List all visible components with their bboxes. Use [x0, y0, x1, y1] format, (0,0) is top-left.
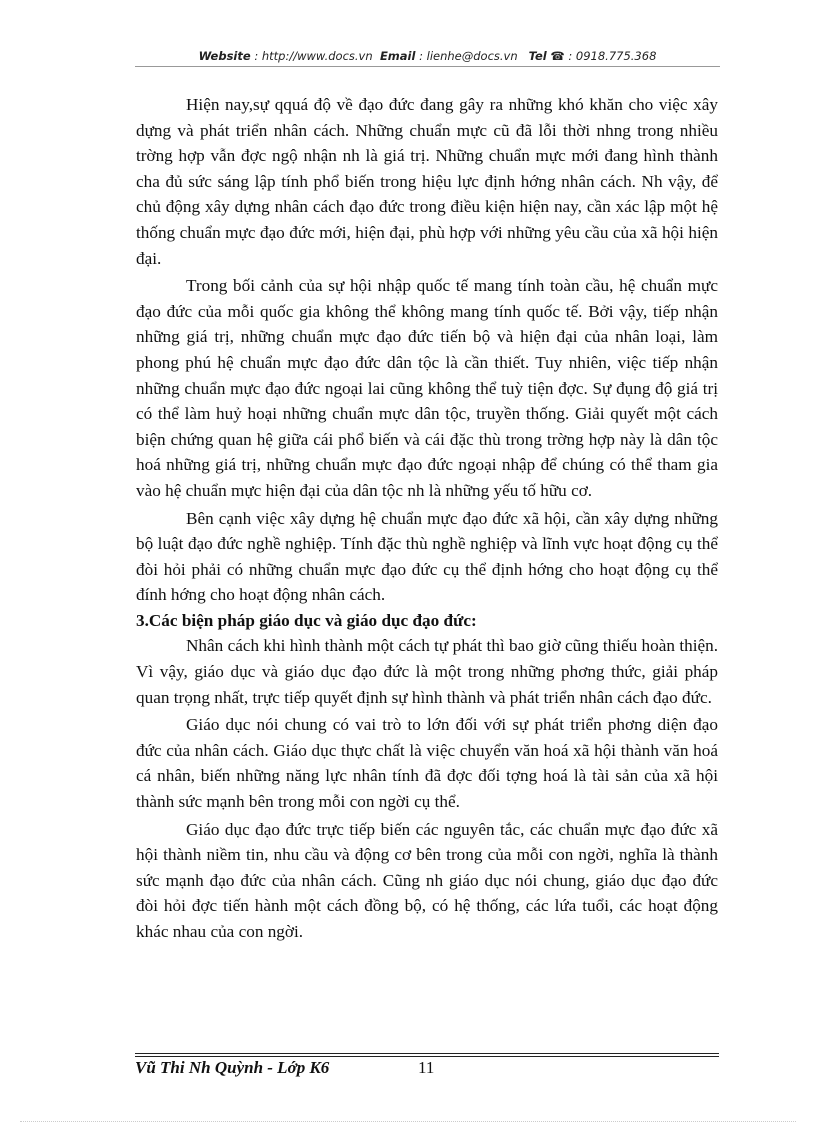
paragraph: Bên cạnh việc xây dựng hệ chuẩn mực đạo đức xã hội, cần xây dựng những bộ luật đạo đức nghề nghiệp. Tính đặc thù nghề nghiệp và lĩnh vực hoạt động cụ thể đòi hỏi phải có những chuẩn mực đạo đức cụ thể định hớng cho hoạt động cụ thể đính hớng cho hoạt động nhân cách. — [136, 508, 718, 605]
header-divider — [135, 66, 720, 67]
paragraph: Trong bối cảnh của sự hội nhập quốc tế mang tính toàn cầu, hệ chuẩn mực đạo đức của mỗi quốc gia không thể không mang tính quốc tế. Bởi vậy, tiếp nhận những giá trị, những chuẩn mực đạo đức tiến bộ và hiện đại của nhân loại, làm phong phú hệ chuẩn mực đạo đức dân tộc là cần thiết. Tuy nhiên, việc tiếp nhận những chuẩn mực đạo đức ngoại lai cũng không thể tuỳ tiện đợc. Sự đụng độ giá trị có thể làm huỷ hoại những chuẩn mực dân tộc, truyền thống. Giải quyết một cách biện chứng quan hệ giữa cái phổ biến và cái đặc thù trong trờng hợp này là dân tộc hoá những giá trị, những chuẩn mực đạo đức ngoại nhập để chúng có thể tham gia vào hệ chuẩn mực hiện đại của dân tộc nh là những yếu tố hữu cơ. — [136, 276, 718, 500]
document-body — [136, 92, 718, 945]
section-heading: 3.Các biện pháp giáo dục và giáo dục đạo đức: — [136, 610, 477, 630]
page-footer — [135, 1058, 719, 1078]
footer-divider — [135, 1053, 719, 1054]
paragraph: Nhân cách khi hình thành một cách tự phát thì bao giờ cũng thiếu hoàn thiện. Vì vậy, giáo dục và giáo dục đạo đức là một trong những phơng thức, giải pháp quan trọng nhất, trực tiếp quyết định sự hình thành và phát triển nhân cách đạo đức. — [136, 636, 718, 707]
page-header — [135, 49, 720, 63]
tel-label: Tel — [528, 49, 547, 63]
footer-author: Vũ Thi Nh Quỳnh - Lớp K6 — [135, 1058, 330, 1077]
website-value: : http://www.docs.vn — [254, 49, 373, 63]
paragraph: Giáo dục đạo đức trực tiếp biến các nguyên tắc, các chuẩn mực đạo đức xã hội thành niềm tin, nhu cầu và động cơ bên trong của mỗi con ngời, nghĩa là thành sức mạnh đạo đức của nhân cách. Cũng nh giáo dục nói chung, giáo dục đạo đức đòi hỏi đợc tiến hành một cách đồng bộ, có hệ thống, các lứa tuổi, các hoạt động khác nhau của con ngời. — [136, 819, 718, 941]
footer-divider — [135, 1056, 719, 1057]
website-label: Website — [198, 49, 251, 63]
page-bottom-edge — [20, 1121, 796, 1122]
paragraph: Hiện nay,sự qquá độ về đạo đức đang gây ra những khó khăn cho việc xây dựng và phát triển nhân cách. Những chuẩn mực cũ đã lỗi thời nhng trong nhiều trờng hợp vẫn đợc ngộ nhận nh là giá trị. Những chuẩn mực mới đang hình thành cha đủ sức sáng lập tính phổ biến trong hiệu lực định hớng nhân cách. Nh vậy, để chủ động xây dựng nhân cách đạo đức trong điều kiện hiện nay, cần xác lập một hệ thống chuẩn mực đạo đức mới, hiện đại, phù hợp với những yêu cầu của xã hội hiện đại. — [136, 95, 718, 268]
email-label: Email — [379, 49, 416, 63]
page-number: 11 — [418, 1058, 435, 1077]
phone-icon: ☎ — [550, 49, 565, 63]
tel-value: : 0918.775.368 — [568, 49, 657, 63]
paragraph: Giáo dục nói chung có vai trò to lớn đối với sự phát triển phơng diện đạo đức của nhân cách. Giáo dục thực chất là việc chuyển văn hoá xã hội thành văn hoá cá nhân, biến những năng lực nhân tính đã đợc đối tợng hoá là tài sản của xã hội thành sức mạnh bên trong mỗi con ngời cụ thể. — [136, 715, 718, 812]
email-value: : lienhe@docs.vn — [419, 49, 518, 63]
